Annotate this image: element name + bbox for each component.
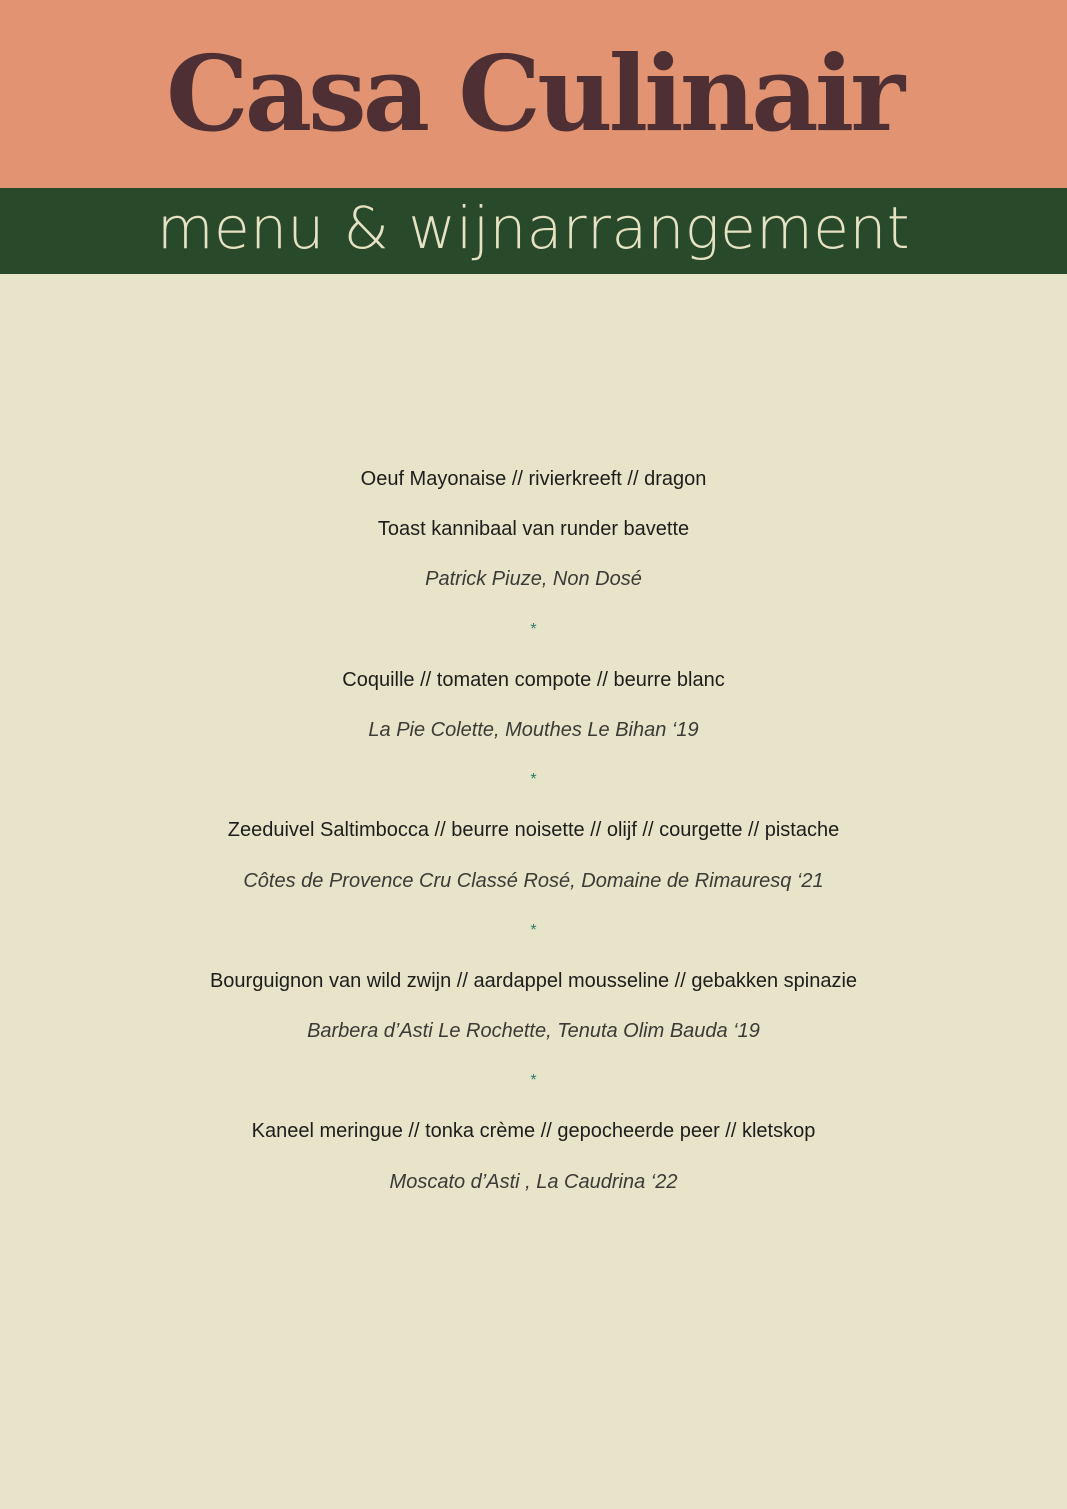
course	[0, 813, 1067, 913]
menu-subtitle: menu & wijnarrangement	[157, 194, 910, 262]
course	[0, 1114, 1067, 1214]
course	[0, 663, 1067, 763]
subtitle-band	[0, 188, 1067, 274]
wine-pairing: Côtes de Provence Cru Classé Rosé, Domaine de Rimauresq ‘21	[243, 869, 824, 892]
wine-pairing: Barbera d’Asti Le Rochette, Tenuta Olim Bauda ‘19	[307, 1020, 760, 1043]
wine-pairing: Patrick Piuze, Non Dosé	[425, 568, 642, 591]
wine-pairing: La Pie Colette, Mouthes Le Bihan ‘19	[368, 718, 699, 741]
course	[0, 462, 1067, 613]
course-separator: *	[530, 771, 537, 789]
wine-pairing: Moscato d’Asti , La Caudrina ‘22	[389, 1170, 678, 1193]
course-separator: *	[530, 620, 537, 638]
dish-line: Bourguignon van wild zwijn // aardappel mousseline // gebakken spinazie	[209, 969, 858, 992]
course	[0, 964, 1067, 1064]
dish-line: Zeeduivel Saltimbocca // beurre noisette // olijf // courgette // pistache	[227, 819, 840, 842]
dish-line: Oeuf Mayonaise // rivierkreeft // dragon	[360, 468, 707, 490]
dish-line: Toast kannibaal van runder bavette	[377, 518, 690, 541]
dish-line: Coquille // tomaten compote // beurre blanc	[342, 668, 725, 691]
course-separator: *	[530, 1072, 537, 1090]
dish-line: Kaneel meringue // tonka crème // gepocheerde peer // kletskop	[251, 1120, 816, 1143]
course-separator: *	[530, 921, 537, 939]
menu-list	[0, 462, 1067, 1215]
restaurant-title: Casa Culinair	[165, 32, 901, 155]
header-band	[0, 0, 1067, 188]
